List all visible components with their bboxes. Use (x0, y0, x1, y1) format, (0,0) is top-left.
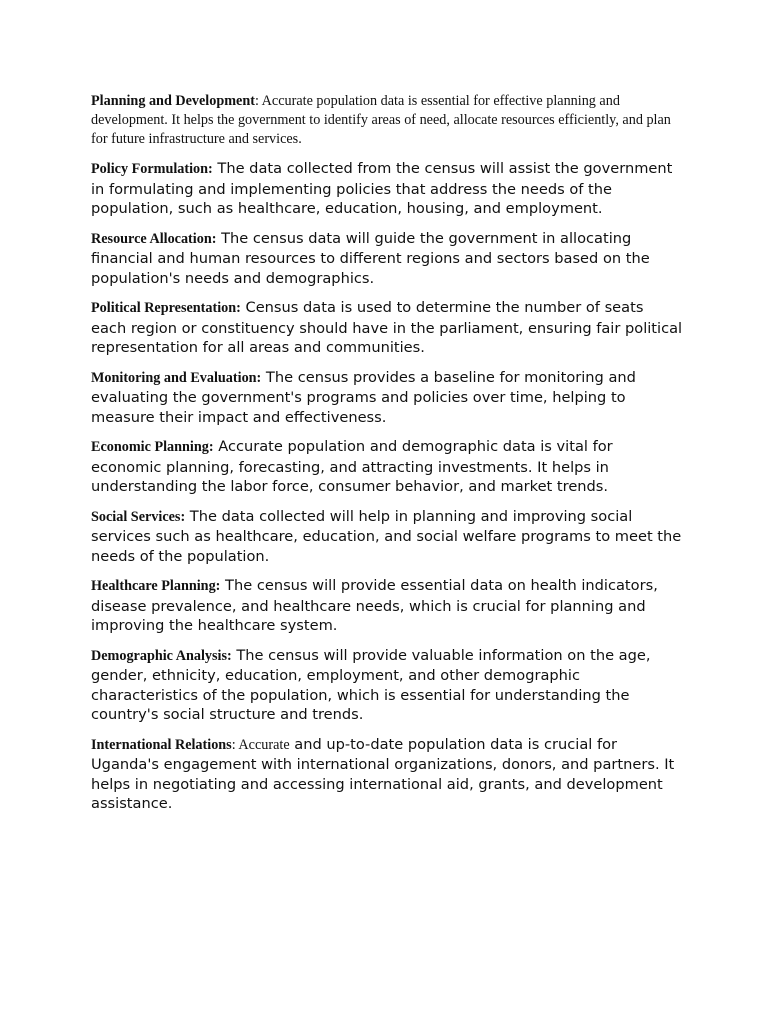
paragraph-planning-and-development (91, 92, 683, 149)
term-policy-formulation: Policy Formulation: (91, 161, 213, 177)
paragraph-healthcare-planning (91, 576, 683, 636)
term-resource-allocation: Resource Allocation: (91, 230, 217, 247)
paragraph-monitoring-and-evaluation (91, 368, 683, 428)
paragraph-text: The census data will guide the government in allocating financial and human resources to different regions and sectors based on the population's needs and demographics. (91, 229, 650, 287)
paragraph-social-services (91, 507, 683, 567)
term-separator: : (254, 93, 259, 109)
paragraph-text: The census will provide essential data on health indicators, disease prevalence, and healthcare needs, which is crucial for planning and improving the healthcare system. (91, 577, 658, 634)
paragraph-political-representation (91, 298, 683, 358)
paragraph-text: Census data is used to determine the number of seats each region or constituency should have in the parliament, ensuring fair political representation for all areas and communities. (91, 299, 683, 356)
term-economic-planning: Economic Planning: (91, 439, 214, 455)
term-planning-and-development: Planning and Development (91, 93, 255, 109)
paragraph-text: The data collected will help in planning and improving social services such as healthcare, education, and social welfare programs to meet the needs of the population. (91, 507, 682, 565)
term-healthcare-planning: Healthcare Planning: (91, 578, 221, 594)
paragraph-demographic-analysis (91, 646, 683, 725)
paragraph-economic-planning (91, 437, 683, 497)
paragraph-text: The census provides a baseline for monitoring and evaluating the government's programs and policies over time, helping to measure their impact and effectiveness. (91, 368, 636, 426)
term-monitoring-and-evaluation: Monitoring and Evaluation: (91, 369, 262, 386)
term-international-relations: International Relations (91, 736, 232, 753)
paragraph-resource-allocation (91, 229, 683, 289)
lead-word: Accurate (238, 736, 290, 753)
paragraph-text: Accurate population and demographic data is vital for economic planning, forecasting, and attracting investments. It helps in understanding the labor force, consumer behavior, and market trends. (91, 438, 613, 495)
paragraph-policy-formulation (91, 159, 683, 219)
paragraph-text: Accurate population data is essential for effective planning and development. It helps the government to identify areas of need, allocate resources efficiently, and plan for future infrastructure and services. (91, 93, 671, 147)
term-political-representation: Political Representation: (91, 300, 241, 316)
term-demographic-analysis: Demographic Analysis: (91, 647, 232, 664)
paragraph-text: and up-to-date population data is crucial for Uganda's engagement with international organizations, donors, and partners. It helps in negotiating and accessing international aid, grants, and development assistance. (91, 735, 675, 812)
paragraph-text: The data collected from the census will assist the government in formulating and implementing policies that address the needs of the population, such as healthcare, education, housing, and employment. (91, 160, 673, 217)
document-page (91, 92, 683, 824)
term-separator: : (231, 736, 239, 753)
paragraph-international-relations (91, 735, 683, 814)
paragraph-text: The census will provide valuable information on the age, gender, ethnicity, education, employment, and other demographic characteristics of the population, which is essential for understanding the country's social structure and trends. (91, 646, 651, 723)
term-social-services: Social Services: (91, 508, 186, 525)
